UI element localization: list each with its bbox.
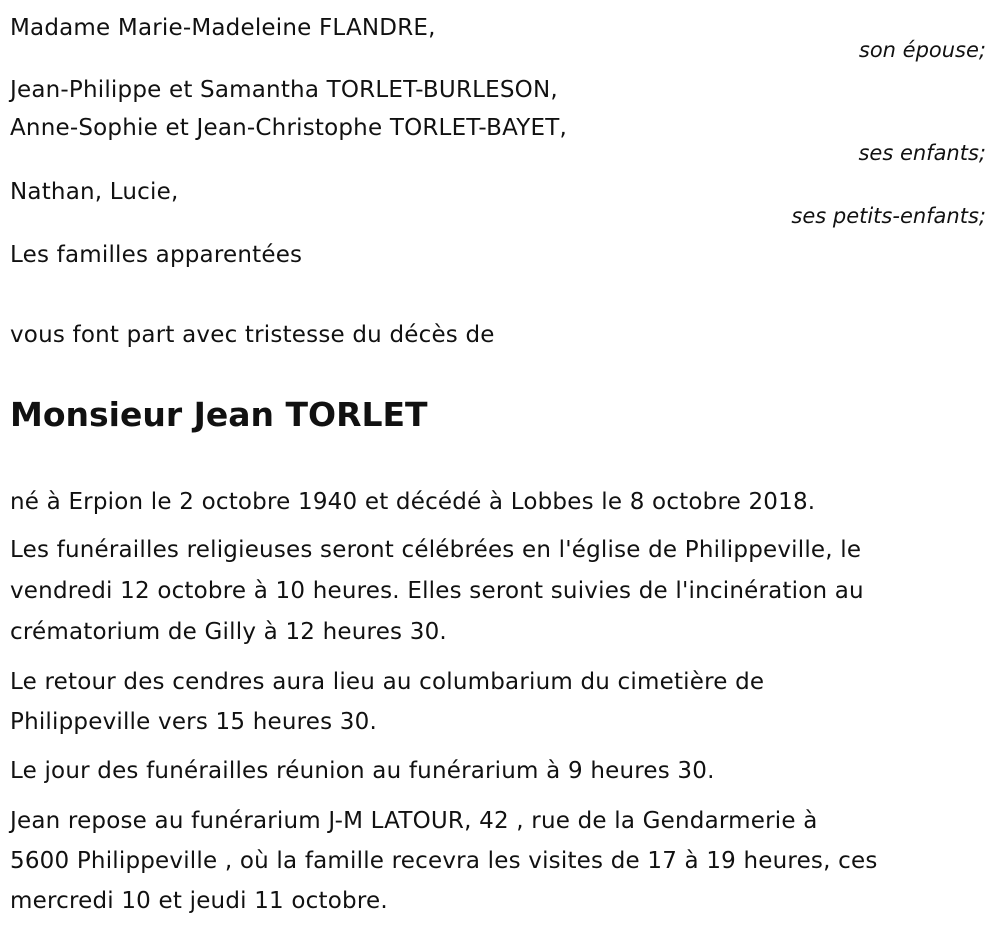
paragraph-line: Le jour des funérailles réunion au funérarium à 9 heures 30. [10, 758, 715, 784]
paragraph-line: crématorium de Gilly à 12 heures 30. [10, 619, 447, 645]
relation-label: ses enfants; [858, 141, 986, 165]
paragraph-line: mercredi 10 et jeudi 11 octobre. [10, 888, 388, 914]
deceased-name: Monsieur Jean TORLET [10, 395, 428, 434]
family-line: Madame Marie-Madeleine FLANDRE, [10, 15, 436, 41]
family-line: Jean-Philippe et Samantha TORLET-BURLESON, [10, 77, 558, 103]
family-line: Anne-Sophie et Jean-Christophe TORLET-BAYET, [10, 115, 567, 141]
relation-label: ses petits-enfants; [791, 204, 986, 228]
paragraph-line: Le retour des cendres aura lieu au columbarium du cimetière de [10, 669, 765, 695]
relation-label: son épouse; [858, 38, 986, 62]
family-line: Les familles apparentées [10, 242, 303, 268]
paragraph-line: Jean repose au funérarium J-M LATOUR, 42 , rue de la Gendarmerie à [10, 808, 818, 834]
paragraph-line: vendredi 12 octobre à 10 heures. Elles seront suivies de l'incinération au [10, 578, 864, 604]
paragraph-line: né à Erpion le 2 octobre 1940 et décédé à Lobbes le 8 octobre 2018. [10, 489, 816, 515]
paragraph-line: 5600 Philippeville , où la famille recevra les visites de 17 à 19 heures, ces [10, 848, 878, 874]
announcement-text: vous font part avec tristesse du décès de [10, 322, 495, 348]
paragraph-line: Les funérailles religieuses seront célébrées en l'église de Philippeville, le [10, 537, 862, 563]
paragraph-line: Philippeville vers 15 heures 30. [10, 709, 377, 735]
family-line: Nathan, Lucie, [10, 179, 179, 205]
